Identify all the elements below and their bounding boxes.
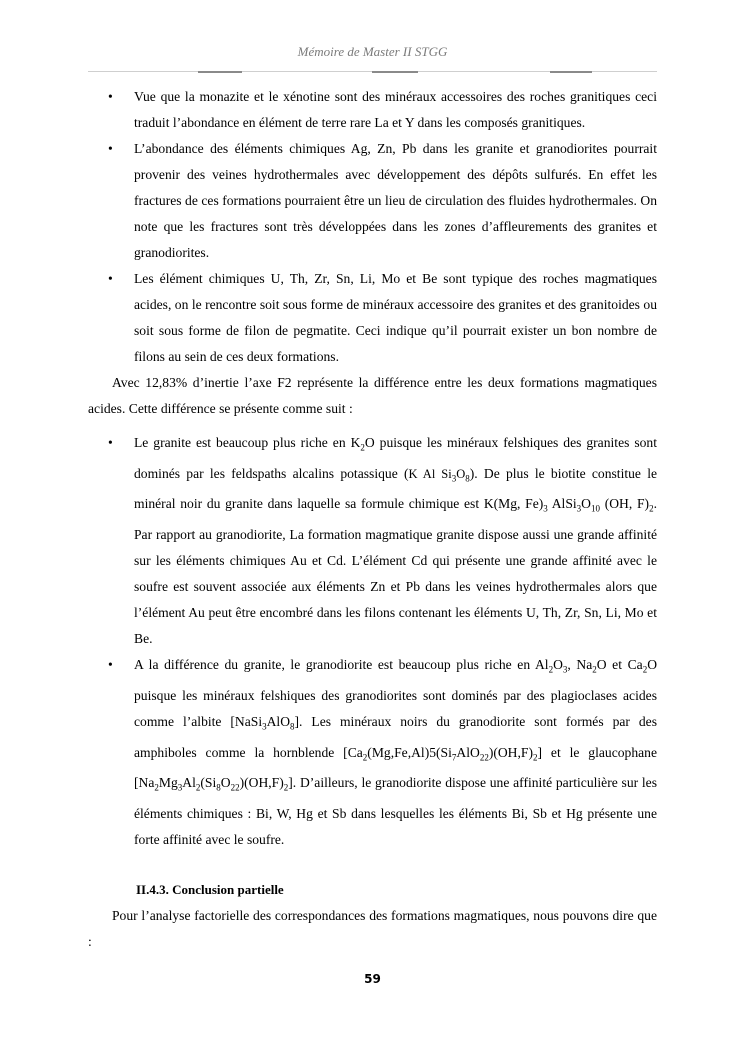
text-run: AlO [266,713,291,729]
text-run: Mg [158,775,178,791]
bullet-icon: • [108,435,113,450]
subscript: 22 [230,783,240,794]
text-run: O [456,466,466,481]
bullet-icon: • [108,89,113,104]
text-run: (Si [200,775,217,791]
text-run: AlO [456,744,480,760]
bullet-icon: • [108,141,113,156]
running-header: Mémoire de Master II STGG [297,44,448,59]
text-run: . Par rapport au granodiorite, La formation magmatique granite dispose aussi une grande affinité sur les éléments chimiques Au et Cd. L’élément Cd qui présente une grande affinité avec le soufre est souvent associée aux éléments Zn et Pb dans les veines hydrothermales alors que l’élément Au peut être encombré dans les filons contenant les éléments U, Th, Zr, Sn, Li, Mo et Be. [134,496,657,647]
text-run: ]. Les minéraux noirs du granodiorite sont formés par des amphiboles comme la hornblende [Ca [134,713,657,760]
list-item-text: Les élément chimiques U, Th, Zr, Sn, Li, Mo et Be sont typique des roches magmatiques acides, on le rencontre soit sous forme de minéraux accessoire des granites et des granitoides ou soit sous forme de filon de pegmatite. Ceci indique qu’il pourrait exister un bon nombre de filons au sein de ces deux formations. [134,271,657,364]
page-body [88,84,657,955]
text-run: ). De plus le biotite constitue le minéral noir du granite dans laquelle sa formule chimique est K(Mg, Fe) [134,465,658,512]
subscript: 2 [548,664,554,675]
text-run: )(OH,F) [239,775,284,791]
list-item-granite [88,430,657,652]
text-run: A la différence du granite, le granodiorite est beaucoup plus riche en Al [134,657,549,673]
spacer [88,853,657,877]
subscript: 3 [576,504,582,515]
paragraph-conclusion: Pour l’analyse factorielle des correspondances des formations magmatiques, nous pouvons dire que : [88,908,657,950]
subscript: 2 [642,664,648,675]
text-run: ] et le glaucophane [Na [134,744,657,791]
text-run: )(OH,F) [488,744,533,760]
subscript: 2 [362,752,368,763]
text-run: ]. D’ailleurs, le granodiorite dispose une affinité particulière sur les éléments chimiques : Bi, W, Hg et Sb dans lesquelles les éléments Bi, Sb et Hg présente une forte affinité avec le soufre. [134,775,657,848]
subscript: 2 [649,504,654,515]
subscript: 22 [479,752,489,763]
subscript: 3 [543,504,548,515]
text-run: Le granite est beaucoup plus riche en K [134,435,361,450]
bullet-icon: • [108,657,113,673]
spacer [88,422,657,430]
header-rule [88,71,657,72]
text-run: O [220,775,231,791]
subscript: 3 [262,721,267,732]
text-run: K Al Si [408,466,452,481]
subscript: 2 [592,664,597,675]
subscript: 7 [451,752,457,763]
subscript: 3 [451,473,457,484]
text-run: O [581,496,591,512]
section-heading: II.4.3. Conclusion partielle [136,882,284,898]
subscript: 3 [562,664,568,675]
header-rule-accent-1 [198,71,242,73]
text-run: , Na [567,657,593,673]
subscript: 2 [195,783,201,794]
paragraph-f2-axis: Avec 12,83% d’inertie l’axe F2 représente la différence entre les deux formations magmatiques acides. Cette différence se présente comme suit : [88,375,657,416]
bullet-list-f2 [88,430,657,853]
header-rule-accent-2 [372,71,418,73]
subscript: 8 [465,473,470,484]
subscript: 3 [177,783,183,794]
text-run: Al [182,775,196,791]
text-run: O et Ca [596,657,643,673]
header-rule-accent-3 [550,71,592,73]
list-item [88,266,657,370]
subscript: 2 [154,783,159,794]
bullet-list-f1 [88,84,657,370]
subscript: 10 [591,504,600,515]
subscript: 2 [283,783,289,794]
page-number: 59 [364,972,381,986]
text-run: (OH, F) [600,496,650,512]
text-run: (Mg,Fe,Al)5(Si [367,744,452,760]
list-item [88,84,657,136]
list-item-granodiorite [88,652,657,853]
list-item-text: L’abondance des éléments chimiques Ag, Zn, Pb dans les granite et granodiorites pourrait provenir des veines hydrothermales avec développement des dépôts sulfurés. En effet les fractures de ces formations pourraient être un lieu de circulation des fluides hydrothermales. On note que les fractures sont très développées dans les zones d’affleurements des granites et granodiorites. [134,141,657,260]
list-item-text: Vue que la monazite et le xénotine sont des minéraux accessoires des roches granitiques ceci traduit l’abondance en élément de terre rare La et Y dans les composés granitiques. [134,89,657,130]
subscript: 8 [290,721,295,732]
subscript: 2 [533,752,538,763]
list-item [88,136,657,266]
text-run: O puisque les minéraux felshiques des granites sont dominés par les feldspaths alcalins potassique ( [134,435,658,481]
subscript: 2 [360,442,365,453]
text-run: O [553,657,563,673]
subscript: 8 [216,783,221,794]
bullet-icon: • [108,271,113,286]
text-run: AlSi [547,496,577,512]
text-run: O puisque les minéraux felshiques des granodiorites sont dominés par des plagioclases acides comme l’albite [NaSi [134,657,658,729]
